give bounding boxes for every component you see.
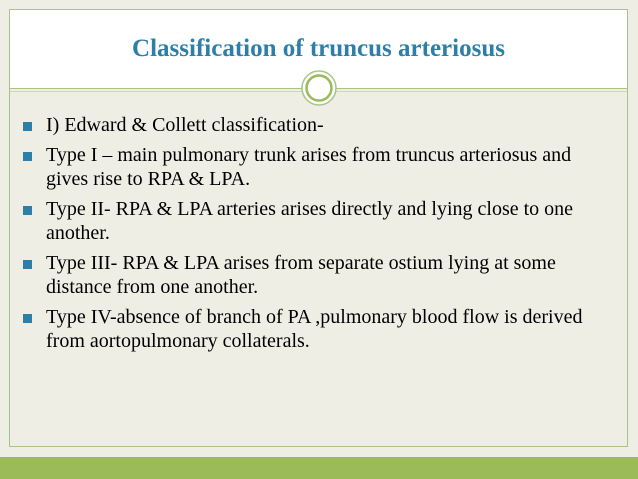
square-bullet-icon <box>23 206 32 215</box>
bullet-text: Type I – main pulmonary trunk arises from truncus arteriosus and gives rise to RPA & LPA. <box>46 144 572 190</box>
square-bullet-icon <box>23 152 32 161</box>
square-bullet-icon <box>23 122 32 131</box>
bullet-item <box>23 113 613 137</box>
bullet-text: Type III- RPA & LPA arises from separate ostium lying at some distance from one another. <box>46 252 556 298</box>
square-bullet-icon <box>23 314 32 323</box>
bullet-text: Type II- RPA & LPA arteries arises directly and lying close to one another. <box>46 198 574 244</box>
bullet-item <box>23 251 613 299</box>
bullet-item <box>23 197 613 245</box>
bullet-item <box>23 305 613 353</box>
square-bullet-icon <box>23 260 32 269</box>
slide-title: Classification of truncus arteriosus <box>132 35 505 62</box>
bullet-item <box>23 143 613 191</box>
circle-ornament-icon <box>301 70 337 106</box>
bullet-list <box>23 113 613 359</box>
bullet-text: Type IV-absence of branch of PA ,pulmonary blood flow is derived from aortopulmonary collaterals. <box>46 306 583 352</box>
bullet-text: I) Edward & Collett classification- <box>46 114 324 136</box>
bottom-accent-bar <box>0 457 638 479</box>
